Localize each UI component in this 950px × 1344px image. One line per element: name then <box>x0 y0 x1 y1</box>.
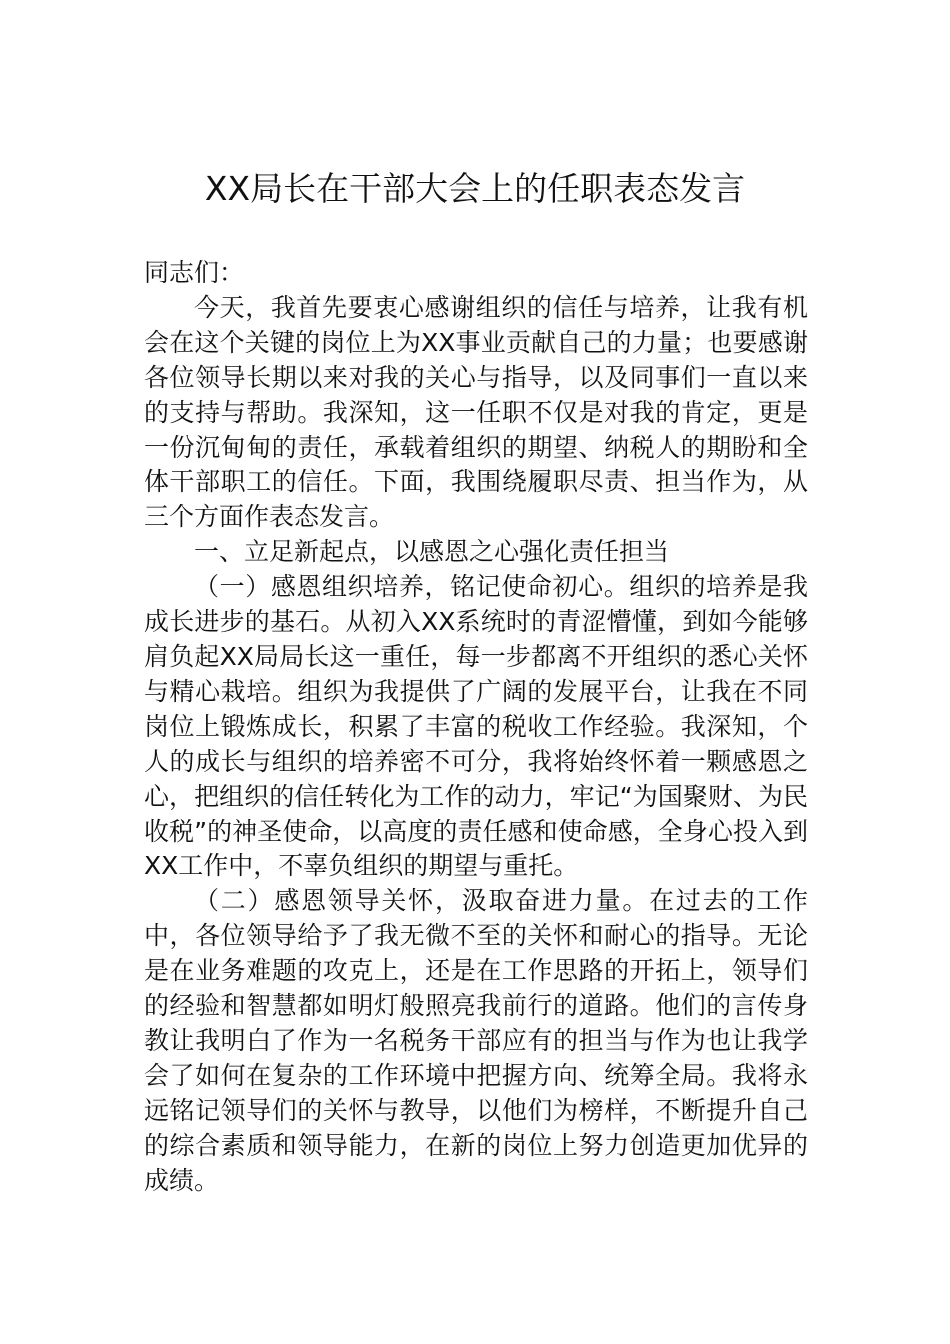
salutation: 同志们： <box>144 258 245 287</box>
paragraph-1-2: （二）感恩领导关怀，汲取奋进力量。在过去的工作中，各位领导给予了我无微不至的关怀和耐心的指导。无论是在业务难题的攻克上，还是在工作思路的开拓上，领导们的经验和智慧都如明灯般照亮我前行的道路。他们的言传身教让我明白了作为一名税务干部应有的担当与作为也让我学会了如何在复杂的工作环境中把握方向、统筹全局。我将永远铭记领导们的关怀与教导，以他们为榜样，不断提升自己的综合素质和领导能力，在新的岗位上努力创造更加优异的成绩。 <box>144 886 808 1195</box>
paragraph-intro: 今天，我首先要衷心感谢组织的信任与培养，让我有机会在这个关键的岗位上为XX事业贡献自己的力量；也要感谢各位领导长期以来对我的关心与指导，以及同事们一直以来的支持与帮助。我深知，这一任职不仅是对我的肯定，更是一份沉甸甸的责任，承载着组织的期望、纳税人的期盼和全体干部职工的信任。下面，我围绕履职尽责、担当作为，从三个方面作表态发言。 <box>144 292 808 532</box>
paragraph-1-1: （一）感恩组织培养，铭记使命初心。组织的培养是我成长进步的基石。从初入XX系统时的青涩懵懂，到如今能够肩负起XX局局长这一重任，每一步都离不开组织的悉心关怀与精心栽培。组织为我提供了广阔的发展平台，让我在不同岗位上锻炼成长，积累了丰富的税收工作经验。我深知，个人的成长与组织的培养密不可分，我将始终怀着一颗感恩之心，把组织的信任转化为工作的动力，牢记“为国聚财、为民收税”的神圣使命，以高度的责任感和使命感，全身心投入到XX工作中，不辜负组织的期望与重托。 <box>144 572 808 881</box>
document-title: XX局长在干部大会上的任职表态发言 <box>204 169 746 208</box>
document-body <box>144 256 808 1198</box>
section-heading-1: 一、立足新起点，以感恩之心强化责任担当 <box>194 537 670 567</box>
